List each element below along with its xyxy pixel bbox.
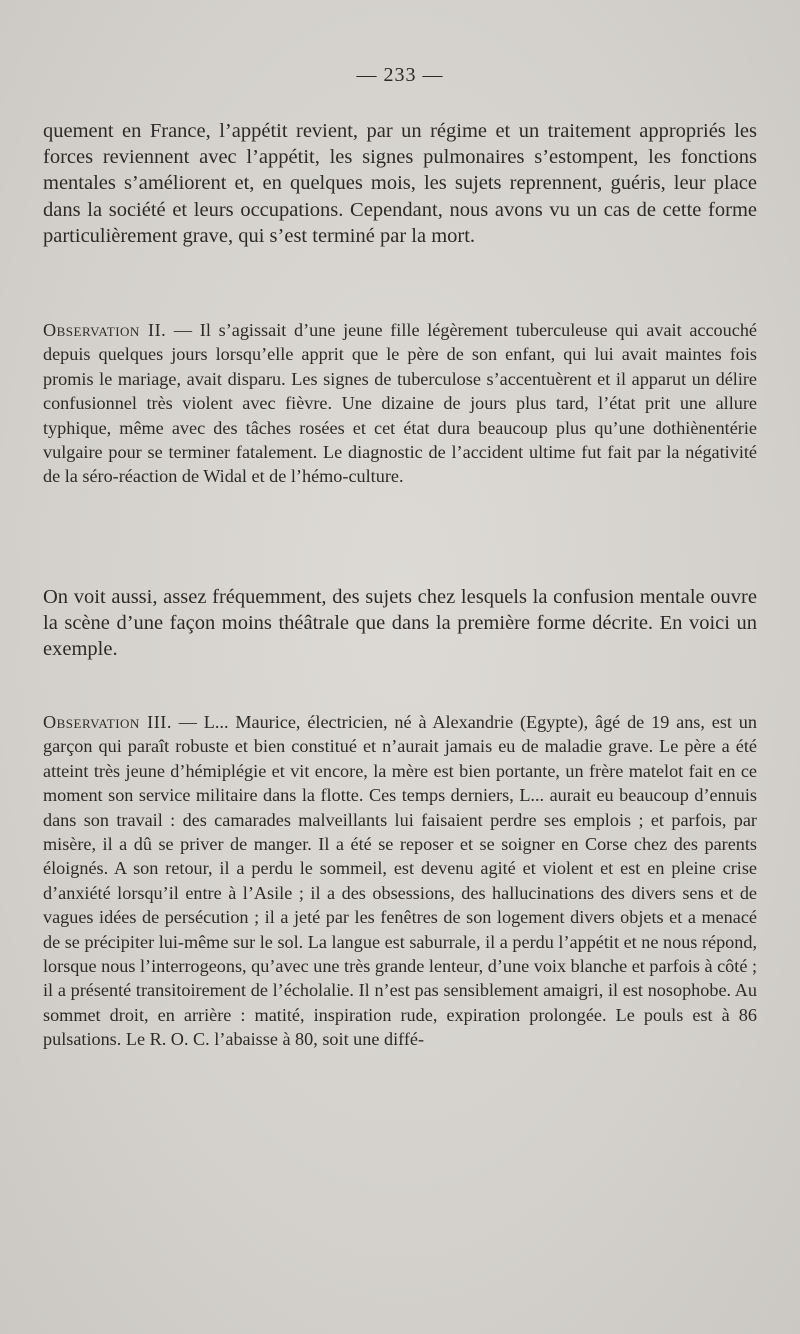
observation-ii-text: — Il s’agissait d’une jeune fille légèrement tuberculeuse qui avait accouché depuis quelques jours lorsqu’elle apprit que le père de son enfant, qui lui avait maintes fois promis le mariage, avait disparu. Les signes de tuberculose s’accentuèrent et il apparut un délire confusionnel très violent avec fièvre. Une dizaine de jours plus tard, l’état prit une allure typhique, même avec des tâches rosées et cet état dura beaucoup plus qu’une dothiènentérie vulgaire pour se terminer fatalement. Le diagnostic de l’accident ultime fut fait par la négativité de la séro-réaction de Widal et de l’hémo-culture.: [43, 320, 757, 487]
observation-ii-paragraph: [43, 318, 757, 489]
paragraph-continuation: quement en France, l’appétit revient, par un régime et un traitement appropriés les forces reviennent avec l’appétit, les signes pulmonaires s’estompent, les fonctions mentales s’améliorent et, en quelques mois, les sujets reprennent, guéris, leur place dans la société et leurs occupations. Cependant, nous avons vu un cas de cette forme particulièrement grave, qui s’est terminé par la mort.: [43, 120, 757, 247]
observation-iii-paragraph: [43, 710, 757, 1052]
observation-iii-text: — L... Maurice, électricien, né à Alexandrie (Egypte), âgé de 19 ans, est un garçon qui paraît robuste et bien constitué et n’aurait jamais eu de maladie grave. Le père a été atteint très jeune d’hémiplégie et vit encore, la mère est bien portante, un frère matelot fait en ce moment son service militaire dans la flotte. Ces temps derniers, L... aurait eu beaucoup d’ennuis dans son travail : des camarades malveillants lui faisaient perdre ses emplois ; et parfois, par misère, il a dû se priver de manger. Il a été se reposer et se soigner en Corse chez des parents éloignés. A son retour, il a perdu le sommeil, est devenu agité et violent et est en pleine crise d’anxiété lorsqu’il entre à l’Asile ; il a des obsessions, des hallucinations des divers sens et de vagues idées de persécution ; il a jeté par les fenêtres de son logement divers objets et a menacé de se précipiter lui-même sur le sol. La langue est saburrale, il a perdu l’appétit et ne nous répond, lorsque nous l’interrogeons, qu’avec une très grande lenteur, d’une voix blanche et parfois à côté ; il a présenté transitoirement de l’écholalie. Il n’est pas sensiblement amaigri, il est nosophobe. Au sommet droit, en arrière : matité, inspiration rude, expiration prolongée. Le pouls est à 86 pulsations. Le R. O. C. l’abaisse à 80, soit une diffé-: [43, 712, 757, 1050]
page-number: — 233 —: [356, 64, 444, 86]
observation-iii-label: Observation III.: [43, 712, 172, 732]
observation-ii-label: Observation II.: [43, 320, 167, 340]
paragraph-confusion: On voit aussi, assez fréquemment, des sujets chez lesquels la confusion mentale ouvre la scène d’une façon moins théâtrale que dans la première forme décrite. En voici un exemple.: [43, 586, 757, 661]
